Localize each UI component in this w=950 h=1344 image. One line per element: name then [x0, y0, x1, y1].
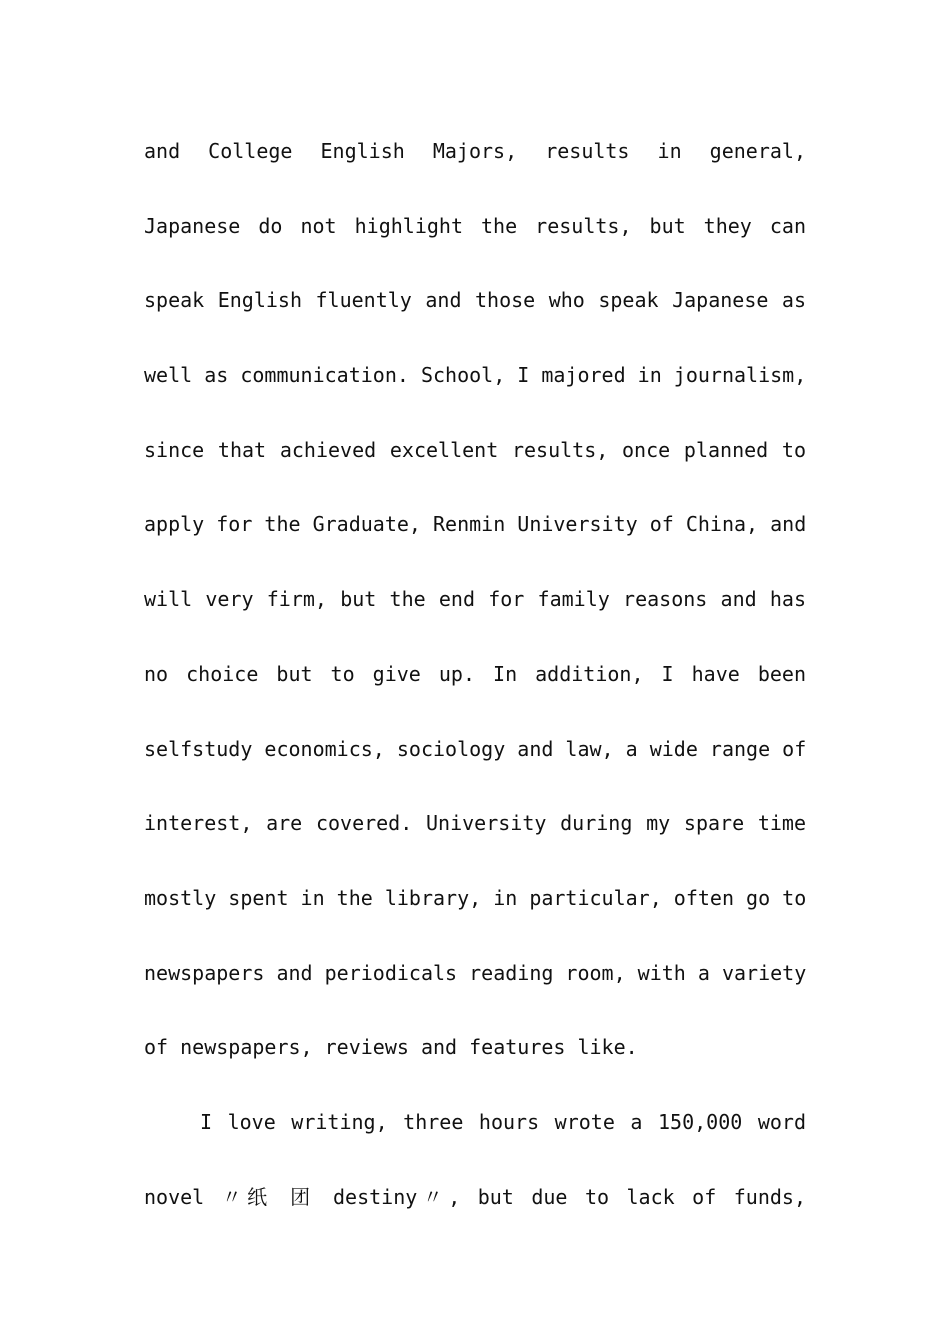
text-line: interest, are covered. University during my spare time	[144, 811, 806, 836]
text-line: no choice but to give up. In addition, I have been	[144, 661, 806, 686]
text-line: novel 〃纸 团 destiny〃, but due to lack of funds,	[144, 1184, 806, 1209]
text-line: well as communication. School, I majored in journalism,	[144, 363, 806, 388]
text-line: apply for the Graduate, Renmin University of China, and	[144, 512, 806, 537]
text-line-paragraph-start: I love writing, three hours wrote a 150,000 word	[200, 1109, 806, 1134]
text-line: speak English fluently and those who speak Japanese as	[144, 288, 806, 313]
text-line: Japanese do not highlight the results, but they can	[144, 213, 806, 238]
text-line: mostly spent in the library, in particular, often go to	[144, 885, 806, 910]
text-line: newspapers and periodicals reading room, with a variety	[144, 960, 806, 985]
text-line: selfstudy economics, sociology and law, a wide range of	[144, 736, 806, 761]
text-line-paragraph-end: of newspapers, reviews and features like.	[144, 1035, 638, 1060]
text-line: and College English Majors, results in general,	[144, 139, 806, 163]
text-line: since that achieved excellent results, once planned to	[144, 437, 806, 462]
text-line: will very firm, but the end for family reasons and has	[144, 587, 806, 612]
body-text	[144, 114, 806, 1234]
